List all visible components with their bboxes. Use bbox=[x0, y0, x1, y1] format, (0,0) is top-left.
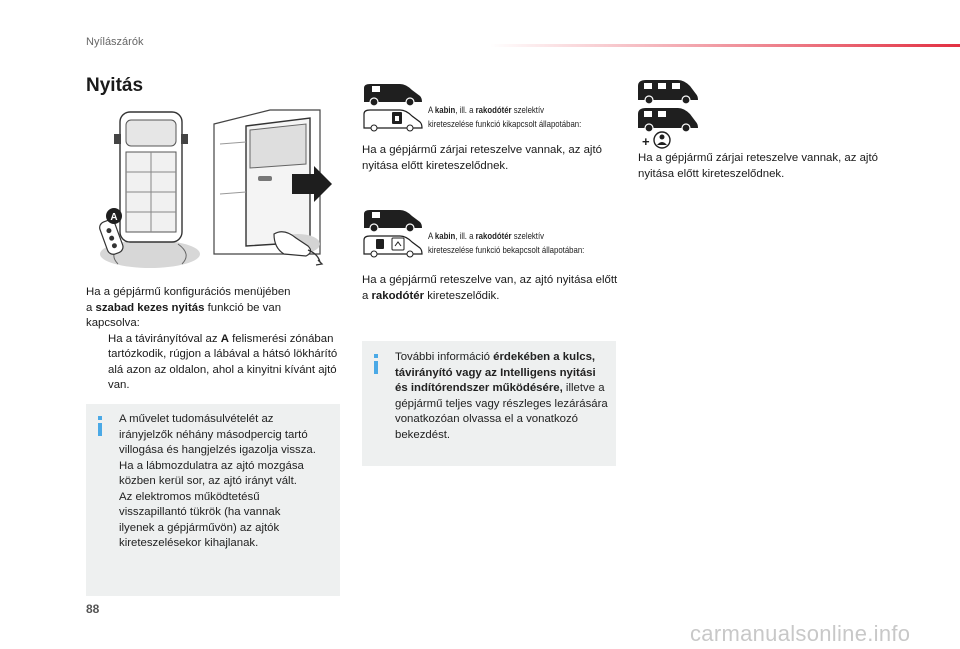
info-2-post: illetve a gépjármű teljes vagy részleges lezárására vonatkozóan olvassa el a vonatkozó bekezdést. bbox=[395, 382, 608, 441]
intro-line-3: kapcsolva: bbox=[86, 317, 140, 329]
text-selective-off: Ha a gépjármű zárjai reteszelve vannak, az ajtó nyitása előtt kireteszelődnek. bbox=[362, 144, 602, 172]
van-people-carrier-icon bbox=[636, 76, 700, 150]
text-selective-on-post: kireteszelődik. bbox=[424, 289, 500, 302]
info-line: ilyenek a gépjárművön) az ajtók bbox=[119, 521, 280, 534]
page-number: 88 bbox=[86, 602, 100, 616]
intro-line-1: Ha a gépjármű konfigurációs menüjében bbox=[86, 286, 291, 298]
info-box-more-information bbox=[362, 341, 616, 466]
bullet-text-bold: A bbox=[220, 332, 229, 345]
caption-selective-on: A kabin, ill. a rakodótér szelektív kireteszelése funkció bekapcsolt állapotában: bbox=[428, 231, 585, 256]
info-box-text bbox=[119, 412, 334, 552]
page-heading: Nyitás bbox=[86, 75, 144, 96]
info-line: kireteszelésekor kihajlanak. bbox=[119, 537, 259, 549]
text-selective-on bbox=[362, 273, 620, 304]
section-title: Nyílászárók bbox=[86, 36, 144, 48]
info-line: Ha a lábmozdulatra az ajtó mozgása bbox=[119, 459, 304, 472]
header-accent-line bbox=[490, 44, 960, 47]
bullet-text-post: felismerési zónában tartózkodik, rúgjon a lábával a hátsó lökhárító alá azon az oldalon, ahol a kinyitni kívánt ajtó van. bbox=[108, 332, 338, 391]
caption-selective-off: A kabin, ill. a rakodótér szelektív kireteszelése funkció kikapcsolt állapotában: bbox=[428, 105, 582, 130]
van-top-view-illustration bbox=[92, 104, 204, 274]
svg-text:+: + bbox=[642, 134, 650, 149]
bullet-text-pre: Ha a távirányítóval az bbox=[108, 332, 221, 345]
van-selective-on-icon bbox=[362, 206, 424, 258]
text-selective-on-pre: Ha a gépjármű reteszelve van, az ajtó nyitása előtt a bbox=[362, 274, 618, 302]
intro-text bbox=[86, 285, 338, 394]
info-line: Az elektromos működtetésű bbox=[119, 490, 260, 503]
text-people-carrier: Ha a gépjármű zárjai reteszelve vannak, az ajtó nyitása előtt kireteszelődnek. bbox=[638, 152, 878, 180]
info-line: visszapillantó tükrök (ha vannak bbox=[119, 506, 281, 518]
bullet-item bbox=[86, 332, 338, 394]
info-line: A művelet tudomásulvételét az bbox=[119, 413, 274, 425]
marker-a-label: A bbox=[110, 212, 118, 223]
info-line: irányjelzők néhány másodpercig tartó bbox=[119, 428, 308, 441]
intro-line-2-prefix: a bbox=[86, 301, 96, 314]
info-box-2-text bbox=[395, 350, 610, 443]
info-line: közben kerül sor, az ajtó irányt vált. bbox=[119, 475, 297, 487]
van-selective-off-icon bbox=[362, 80, 424, 132]
info-box-confirmation bbox=[86, 404, 340, 596]
intro-line-2-bold: szabad kezes nyitás bbox=[95, 301, 205, 314]
sliding-door-kick-illustration bbox=[210, 104, 338, 274]
intro-line-2-suffix: funkció be van bbox=[204, 301, 282, 314]
watermark: carmanualsonline.info bbox=[690, 621, 911, 646]
text-selective-on-bold: rakodótér bbox=[371, 289, 425, 302]
info-line: villogása és hangjelzés igazolja vissza. bbox=[119, 444, 316, 456]
info-2-pre: További információ bbox=[395, 351, 494, 363]
info-2-bold: érdekében a kulcs, távirányító vagy az Intelligens nyitási és indítórendszer működésére, bbox=[395, 351, 596, 394]
